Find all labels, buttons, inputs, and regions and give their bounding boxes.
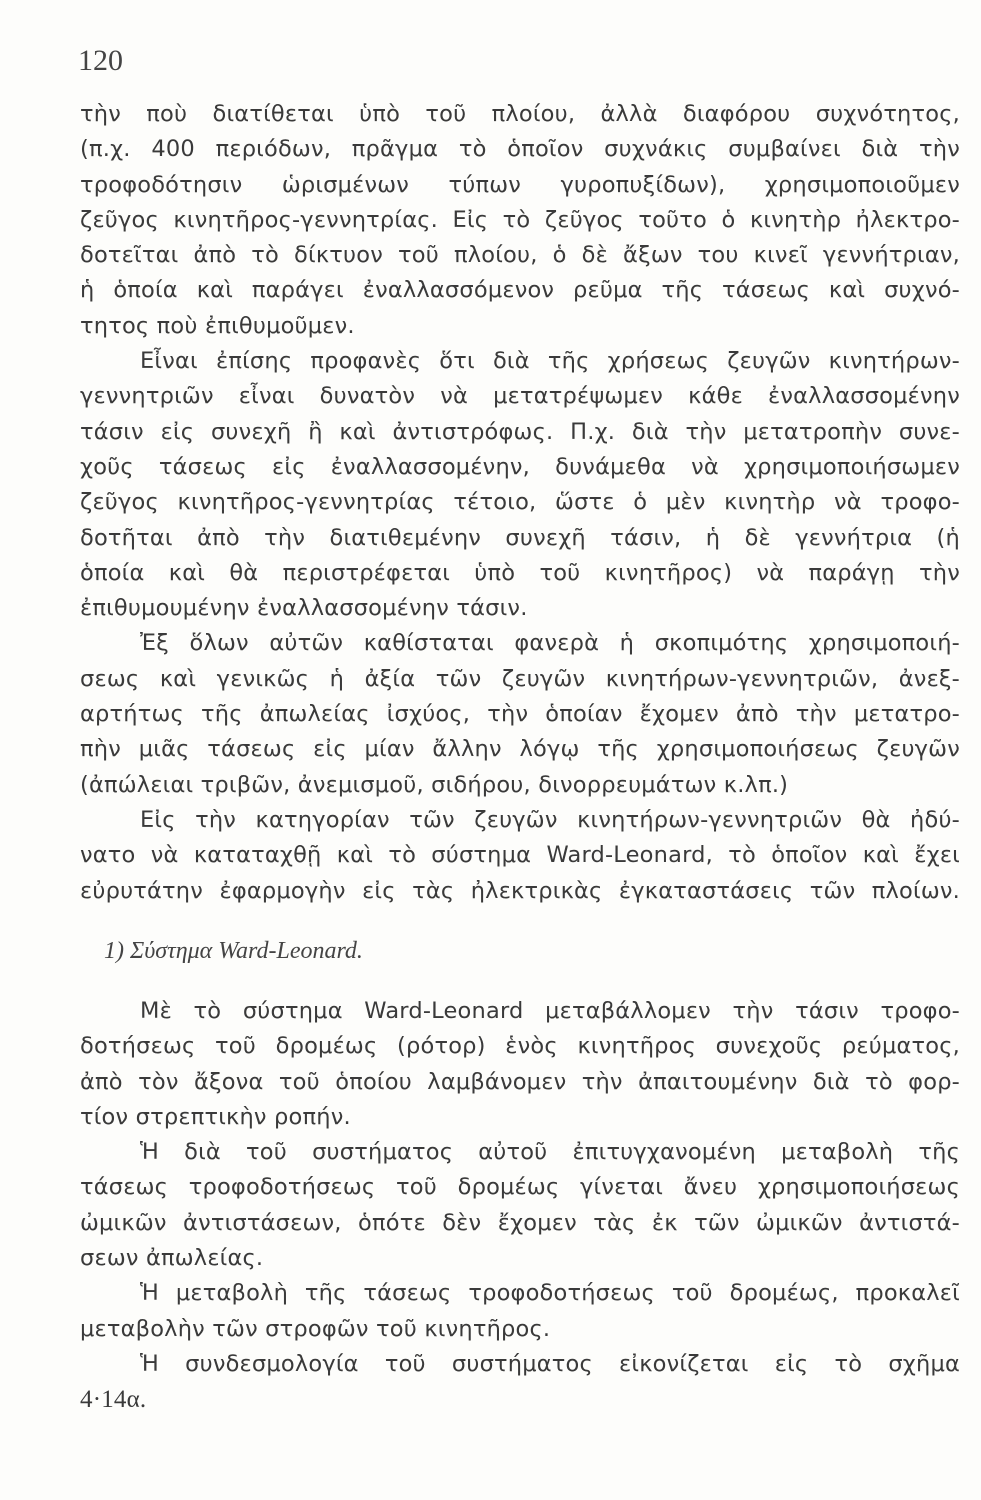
text-line: εὐρυτάτην ἐφαρμογὴν εἰς τὰς ἠλεκτρικὰς ἐγκαταστάσεις τῶν πλοίων. bbox=[80, 877, 960, 904]
text-line: ζεῦγος κινητῆρος-γεννητρίας. Εἰς τὸ ζεῦγος τοῦτο ὁ κινητὴρ ἠλεκτρο- bbox=[80, 206, 960, 233]
page-number: 120 bbox=[78, 44, 123, 77]
text-line: σεως καὶ γενικῶς ἡ ἀξία τῶν ζευγῶν κινητήρων-γεννητριῶν, ἀνεξ- bbox=[80, 665, 960, 692]
section-heading: 1) Σύστημα Ward-Leonard. bbox=[104, 938, 363, 964]
text-line: αρτήτως τῆς ἀπωλείας ἰσχύος, τὴν ὁποίαν ἔχομεν ἀπὸ τὴν μετατρο- bbox=[80, 701, 960, 728]
text-line: ὁποία καὶ θὰ περιστρέφεται ὑπὸ τοῦ κινητῆρος) νὰ παράγῃ τὴν bbox=[80, 559, 960, 586]
text-line: Μὲ τὸ σύστημα Ward-Leonard μεταβάλλομεν τὴν τάσιν τροφο- bbox=[140, 998, 960, 1024]
body-text-before-heading bbox=[80, 97, 960, 909]
body-text-after-heading bbox=[80, 994, 960, 1418]
text-line: πὴν μιᾶς τάσεως εἰς μίαν ἄλλην λόγῳ τῆς χρησιμοποιήσεως ζευγῶν bbox=[80, 736, 960, 763]
text-line: ἀπὸ τὸν ἄξονα τοῦ ὁποίου λαμβάνομεν τὴν ἀπαιτουμένην διὰ τὸ φορ- bbox=[80, 1068, 960, 1095]
text-line: ἡ ὁποία καὶ παράγει ἐναλλασσόμενον ρεῦμα τῆς τάσεως καὶ συχνό- bbox=[80, 277, 960, 304]
text-line: Ἡ συνδεσμολογία τοῦ συστήματος εἰκονίζεται εἰς τὸ σχῆμα bbox=[140, 1350, 960, 1377]
text-line: μεταβολὴν τῶν στροφῶν τοῦ κινητῆρος. bbox=[80, 1315, 551, 1342]
text-line: χοῦς τάσεως εἰς ἐναλλασσομένην, δυνάμεθα νὰ χρησιμοποιήσωμεν bbox=[80, 453, 960, 480]
text-line: ἐπιθυμουμένην ἐναλλασσομένην τάσιν. bbox=[80, 595, 528, 622]
text-line: Εἰς τὴν κατηγορίαν τῶν ζευγῶν κινητήρων-γεννητριῶν θὰ ἠδύ- bbox=[140, 806, 960, 833]
text-line: τίον στρεπτικὴν ροπήν. bbox=[80, 1103, 351, 1130]
text-line: δοτήσεως τοῦ δρομέως (ρότορ) ἑνὸς κινητῆρος συνεχοῦς ρεύματος, bbox=[80, 1033, 960, 1060]
text-line: Εἶναι ἐπίσης προφανὲς ὅτι διὰ τῆς χρήσεως ζευγῶν κινητήρων- bbox=[140, 348, 960, 375]
text-line: (ἀπώλειαι τριβῶν, ἀνεμισμοῦ, σιδήρου, δινορρευμάτων κ.λπ.) bbox=[80, 771, 789, 798]
text-line: τροφοδότησιν ὡρισμένων τύπων γυροπυξίδων), χρησιμοποιοῦμεν bbox=[80, 171, 960, 198]
text-line: ζεῦγος κινητῆρος-γεννητρίας τέτοιο, ὥστε ὁ μὲν κινητὴρ νὰ τροφο- bbox=[80, 489, 960, 516]
text-line: τάσεως τροφοδοτήσεως τοῦ δρομέως γίνεται ἄνευ χρησιμοποιήσεως bbox=[80, 1174, 960, 1201]
text-line: σεων ἀπωλείας. bbox=[80, 1245, 264, 1272]
text-line: τητος ποὺ ἐπιθυμοῦμεν. bbox=[80, 312, 355, 339]
text-line: τὴν ποὺ διατίθεται ὑπὸ τοῦ πλοίου, ἀλλὰ διαφόρου συχνότητος, bbox=[80, 101, 960, 127]
text-line: δοτῆται ἀπὸ τὴν διατιθεμένην συνεχῆ τάσιν, ἡ δὲ γεννήτρια (ἡ bbox=[80, 524, 960, 551]
text-line: (π.χ. 400 περιόδων, πρᾶγμα τὸ ὁποῖον συχνάκις συμβαίνει διὰ τὴν bbox=[80, 136, 960, 163]
text-line: Ἐξ ὅλων αὐτῶν καθίσταται φανερὰ ἡ σκοπιμότης χρησιμοποιή- bbox=[140, 630, 960, 657]
text-line: Ἡ μεταβολὴ τῆς τάσεως τροφοδοτήσεως τοῦ δρομέως, προκαλεῖ bbox=[140, 1280, 960, 1307]
text-line: Ἡ διὰ τοῦ συστήματος αὐτοῦ ἐπιτυγχανομένη μεταβολὴ τῆς bbox=[140, 1139, 960, 1166]
text-line: νατο νὰ καταταχθῇ καὶ τὸ σύστημα Ward-Leonard, τὸ ὁποῖον καὶ ἔχει bbox=[80, 842, 960, 869]
text-line: τάσιν εἰς συνεχῆ ἢ καὶ ἀντιστρόφως. Π.χ. διὰ τὴν μετατροπὴν συνε- bbox=[80, 418, 960, 445]
text-line: ὠμικῶν ἀντιστάσεων, ὁπότε δὲν ἔχομεν τὰς ἐκ τῶν ὠμικῶν ἀντιστά- bbox=[80, 1209, 960, 1236]
figure-reference: 4·14α. bbox=[80, 1386, 147, 1414]
text-line: δοτεῖται ἀπὸ τὸ δίκτυον τοῦ πλοίου, ὁ δὲ ἄξων του κινεῖ γεννήτριαν, bbox=[80, 242, 960, 269]
text-line: γεννητριῶν εἶναι δυνατὸν νὰ μετατρέψωμεν κάθε ἐναλλασσομένην bbox=[80, 383, 960, 410]
